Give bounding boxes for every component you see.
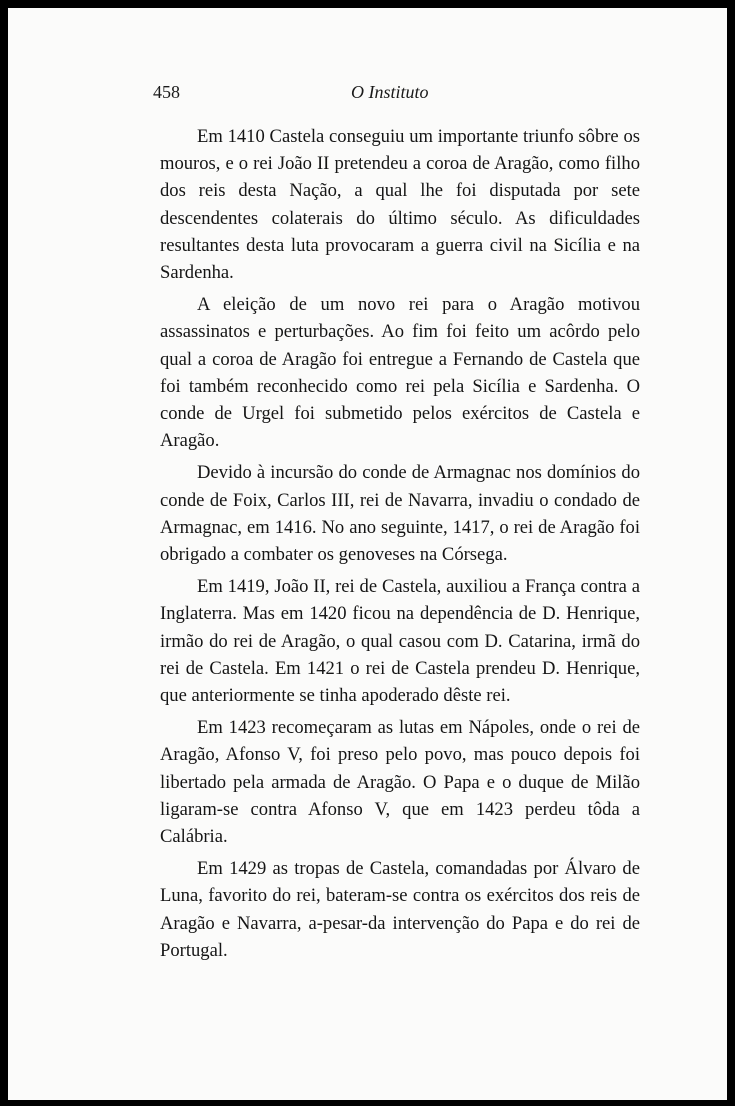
body-text (160, 123, 640, 969)
paragraph: Em 1419, João II, rei de Castela, auxiliou a França contra a Inglaterra. Mas em 1420 ficou na dependência de D. Henrique, irmão do rei de Aragão, o qual casou com D. Catarina, irmã do rei de Castela. Em 1421 o rei de Castela prendeu D. Henrique, que anteriormente se tinha apoderado dêste rei. (160, 576, 640, 707)
running-title: O Instituto (351, 82, 429, 102)
book-page (8, 8, 727, 1100)
paragraph: Em 1429 as tropas de Castela, comandadas por Álvaro de Luna, favorito do rei, bateram-se contra os exércitos dos reis de Aragão e Navarra, a-pesar-da intervenção do Papa e do rei de Portugal. (160, 858, 640, 961)
page-header (153, 82, 655, 112)
page-number: 458 (153, 82, 180, 102)
paragraph: Em 1410 Castela conseguiu um importante triunfo sôbre os mouros, e o rei João II pretendeu a coroa de Aragão, como filho dos reis desta Nação, a qual lhe foi disputada por sete descendentes colaterais do último século. As dificuldades resultantes desta luta provocaram a guerra civil na Sicília e na Sardenha. (160, 126, 640, 284)
paragraph: A eleição de um novo rei para o Aragão motivou assassinatos e perturbações. Ao fim foi feito um acôrdo pelo qual a coroa de Aragão foi entregue a Fernando de Castela que foi também reconhecido como rei pela Sicília e Sardenha. O conde de Urgel foi submetido pelos exércitos de Castela e Aragão. (160, 294, 640, 452)
paragraph: Devido à incursão do conde de Armagnac nos domínios do conde de Foix, Carlos III, rei de Navarra, invadiu o condado de Armagnac, em 1416. No ano seguinte, 1417, o rei de Aragão foi obrigado a combater os genoveses na Córsega. (160, 462, 640, 566)
paragraph: Em 1423 recomeçaram as lutas em Nápoles, onde o rei de Aragão, Afonso V, foi preso pelo povo, mas pouco depois foi libertado pela armada de Aragão. O Papa e o duque de Milão ligaram-se contra Afonso V, que em 1423 perdeu tôda a Calábria. (160, 717, 640, 848)
